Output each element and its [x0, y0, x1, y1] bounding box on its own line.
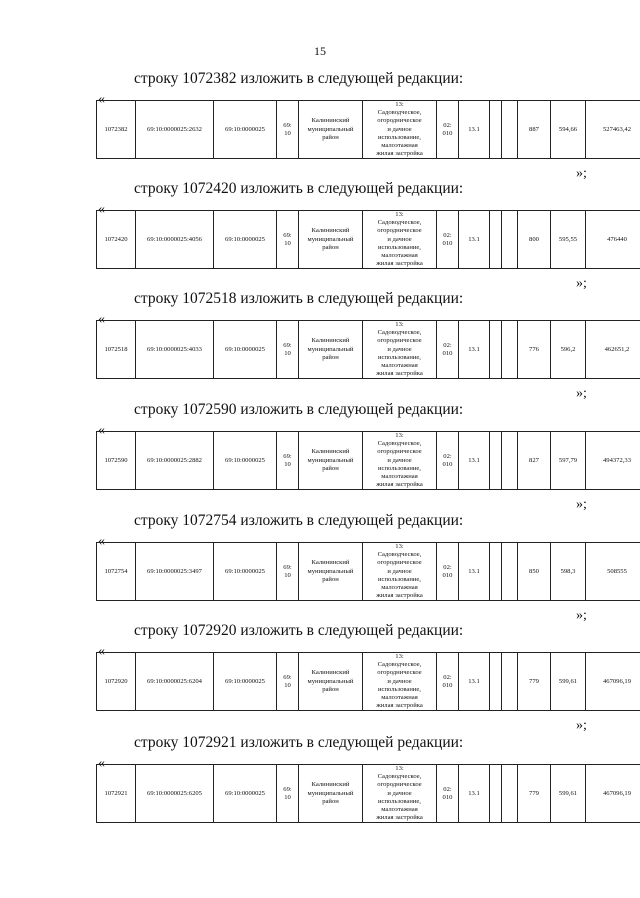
group-code-cell: 02: 010 — [437, 765, 459, 823]
area-cell: 800 — [518, 211, 551, 269]
cadastral-number-cell: 69:10:0000025:6204 — [136, 653, 214, 711]
empty-cell-2 — [502, 321, 518, 379]
land-use-cell: 13: Садоводческое, огородническое и дачное использование, малоэтажная жилая застройка — [363, 432, 437, 490]
cadastral-value-cell: 494372,33 — [586, 432, 640, 490]
cadastral-number-cell: 69:10:0000025:4033 — [136, 321, 214, 379]
empty-cell-2 — [502, 543, 518, 601]
empty-cell-1 — [490, 211, 502, 269]
land-use-cell: 13: Садоводческое, огородническое и дачное использование, малоэтажная жилая застройка — [363, 101, 437, 159]
row-number-cell: 1072920 — [97, 653, 136, 711]
opening-quote-mark: « — [98, 202, 105, 217]
amended-row-table — [96, 100, 640, 159]
closing-quote-mark: »; — [576, 608, 587, 623]
amendment-section — [0, 512, 640, 622]
cadastral-quarter-cell: 69:10:0000025 — [214, 543, 277, 601]
subgroup-cell: 13.1 — [459, 765, 490, 823]
row-number-cell: 1072518 — [97, 321, 136, 379]
amendment-section — [0, 622, 640, 732]
closing-quote-mark: »; — [576, 497, 587, 512]
subgroup-cell: 13.1 — [459, 321, 490, 379]
amendment-section — [0, 180, 640, 290]
empty-cell-2 — [502, 101, 518, 159]
area-cell: 776 — [518, 321, 551, 379]
cadastral-value-cell: 476440 — [586, 211, 640, 269]
amendment-heading: строку 1072382 изложить в следующей редакции: — [134, 70, 464, 87]
empty-cell-2 — [502, 765, 518, 823]
table-row — [97, 432, 640, 490]
closing-quote-mark: »; — [576, 276, 587, 291]
cadastral-value-cell: 527463,42 — [586, 101, 640, 159]
amendment-heading: строку 1072754 изложить в следующей редакции: — [134, 512, 464, 529]
municipality-name-cell: Калининский муниципальный район — [299, 543, 363, 601]
group-code-cell: 02: 010 — [437, 211, 459, 269]
amendment-section — [0, 290, 640, 400]
subgroup-cell: 13.1 — [459, 543, 490, 601]
cadastral-number-cell: 69:10:0000025:6205 — [136, 765, 214, 823]
empty-cell-2 — [502, 211, 518, 269]
cadastral-value-cell: 508555 — [586, 543, 640, 601]
municipality-code-cell: 69: 10 — [277, 653, 299, 711]
amendment-heading: строку 1072518 изложить в следующей редакции: — [134, 290, 464, 307]
table-row — [97, 765, 640, 823]
opening-quote-mark: « — [98, 92, 105, 107]
row-number-cell: 1072420 — [97, 211, 136, 269]
cadastral-quarter-cell: 69:10:0000025 — [214, 765, 277, 823]
cadastral-value-cell: 462651,2 — [586, 321, 640, 379]
empty-cell-1 — [490, 101, 502, 159]
group-code-cell: 02: 010 — [437, 432, 459, 490]
municipality-code-cell: 69: 10 — [277, 432, 299, 490]
subgroup-cell: 13.1 — [459, 653, 490, 711]
row-number-cell: 1072921 — [97, 765, 136, 823]
empty-cell-1 — [490, 653, 502, 711]
empty-cell-1 — [490, 321, 502, 379]
amended-row-table — [96, 764, 640, 823]
cadastral-value-cell: 467096,19 — [586, 765, 640, 823]
amendment-heading: строку 1072420 изложить в следующей редакции: — [134, 180, 464, 197]
municipality-code-cell: 69: 10 — [277, 321, 299, 379]
amendment-section — [0, 70, 640, 180]
table-row — [97, 653, 640, 711]
specific-value-cell: 596,2 — [551, 321, 586, 379]
specific-value-cell: 594,66 — [551, 101, 586, 159]
cadastral-number-cell: 69:10:0000025:2632 — [136, 101, 214, 159]
area-cell: 779 — [518, 653, 551, 711]
subgroup-cell: 13.1 — [459, 211, 490, 269]
amendment-heading: строку 1072590 изложить в следующей редакции: — [134, 401, 464, 418]
opening-quote-mark: « — [98, 312, 105, 327]
row-number-cell: 1072590 — [97, 432, 136, 490]
land-use-cell: 13: Садоводческое, огородническое и дачное использование, малоэтажная жилая застройка — [363, 543, 437, 601]
cadastral-quarter-cell: 69:10:0000025 — [214, 101, 277, 159]
municipality-code-cell: 69: 10 — [277, 101, 299, 159]
amendment-heading: строку 1072921 изложить в следующей редакции: — [134, 734, 464, 751]
empty-cell-1 — [490, 765, 502, 823]
amendment-section — [0, 734, 640, 844]
amended-row-table — [96, 431, 640, 490]
land-use-cell: 13: Садоводческое, огородническое и дачное использование, малоэтажная жилая застройка — [363, 211, 437, 269]
cadastral-number-cell: 69:10:0000025:2882 — [136, 432, 214, 490]
amended-row-table — [96, 320, 640, 379]
specific-value-cell: 595,55 — [551, 211, 586, 269]
subgroup-cell: 13.1 — [459, 432, 490, 490]
municipality-name-cell: Калининский муниципальный район — [299, 432, 363, 490]
municipality-name-cell: Калининский муниципальный район — [299, 211, 363, 269]
amended-row-table — [96, 210, 640, 269]
specific-value-cell: 597,79 — [551, 432, 586, 490]
opening-quote-mark: « — [98, 644, 105, 659]
cadastral-quarter-cell: 69:10:0000025 — [214, 321, 277, 379]
row-number-cell: 1072754 — [97, 543, 136, 601]
cadastral-number-cell: 69:10:0000025:3497 — [136, 543, 214, 601]
table-row — [97, 211, 640, 269]
municipality-name-cell: Калининский муниципальный район — [299, 653, 363, 711]
land-use-cell: 13: Садоводческое, огородническое и дачное использование, малоэтажная жилая застройка — [363, 653, 437, 711]
cadastral-quarter-cell: 69:10:0000025 — [214, 432, 277, 490]
land-use-cell: 13: Садоводческое, огородническое и дачное использование, малоэтажная жилая застройка — [363, 765, 437, 823]
group-code-cell: 02: 010 — [437, 321, 459, 379]
specific-value-cell: 599,61 — [551, 653, 586, 711]
amended-row-table — [96, 542, 640, 601]
municipality-name-cell: Калининский муниципальный район — [299, 321, 363, 379]
table-row — [97, 101, 640, 159]
amendment-heading: строку 1072920 изложить в следующей редакции: — [134, 622, 464, 639]
opening-quote-mark: « — [98, 423, 105, 438]
amended-row-table — [96, 652, 640, 711]
empty-cell-1 — [490, 432, 502, 490]
subgroup-cell: 13.1 — [459, 101, 490, 159]
page-number: 15 — [314, 44, 326, 58]
row-number-cell: 1072382 — [97, 101, 136, 159]
opening-quote-mark: « — [98, 756, 105, 771]
group-code-cell: 02: 010 — [437, 653, 459, 711]
municipality-code-cell: 69: 10 — [277, 765, 299, 823]
closing-quote-mark: »; — [576, 718, 587, 733]
land-use-cell: 13: Садоводческое, огородническое и дачное использование, малоэтажная жилая застройка — [363, 321, 437, 379]
municipality-name-cell: Калининский муниципальный район — [299, 101, 363, 159]
group-code-cell: 02: 010 — [437, 543, 459, 601]
cadastral-quarter-cell: 69:10:0000025 — [214, 653, 277, 711]
closing-quote-mark: »; — [576, 166, 587, 181]
table-row — [97, 321, 640, 379]
area-cell: 779 — [518, 765, 551, 823]
table-row — [97, 543, 640, 601]
empty-cell-2 — [502, 432, 518, 490]
group-code-cell: 02: 010 — [437, 101, 459, 159]
cadastral-number-cell: 69:10:0000025:4056 — [136, 211, 214, 269]
opening-quote-mark: « — [98, 534, 105, 549]
empty-cell-1 — [490, 543, 502, 601]
cadastral-quarter-cell: 69:10:0000025 — [214, 211, 277, 269]
amendment-section — [0, 401, 640, 511]
closing-quote-mark: »; — [576, 386, 587, 401]
municipality-code-cell: 69: 10 — [277, 543, 299, 601]
cadastral-value-cell: 467096,19 — [586, 653, 640, 711]
specific-value-cell: 598,3 — [551, 543, 586, 601]
specific-value-cell: 599,61 — [551, 765, 586, 823]
municipality-code-cell: 69: 10 — [277, 211, 299, 269]
area-cell: 827 — [518, 432, 551, 490]
area-cell: 850 — [518, 543, 551, 601]
area-cell: 887 — [518, 101, 551, 159]
municipality-name-cell: Калининский муниципальный район — [299, 765, 363, 823]
empty-cell-2 — [502, 653, 518, 711]
